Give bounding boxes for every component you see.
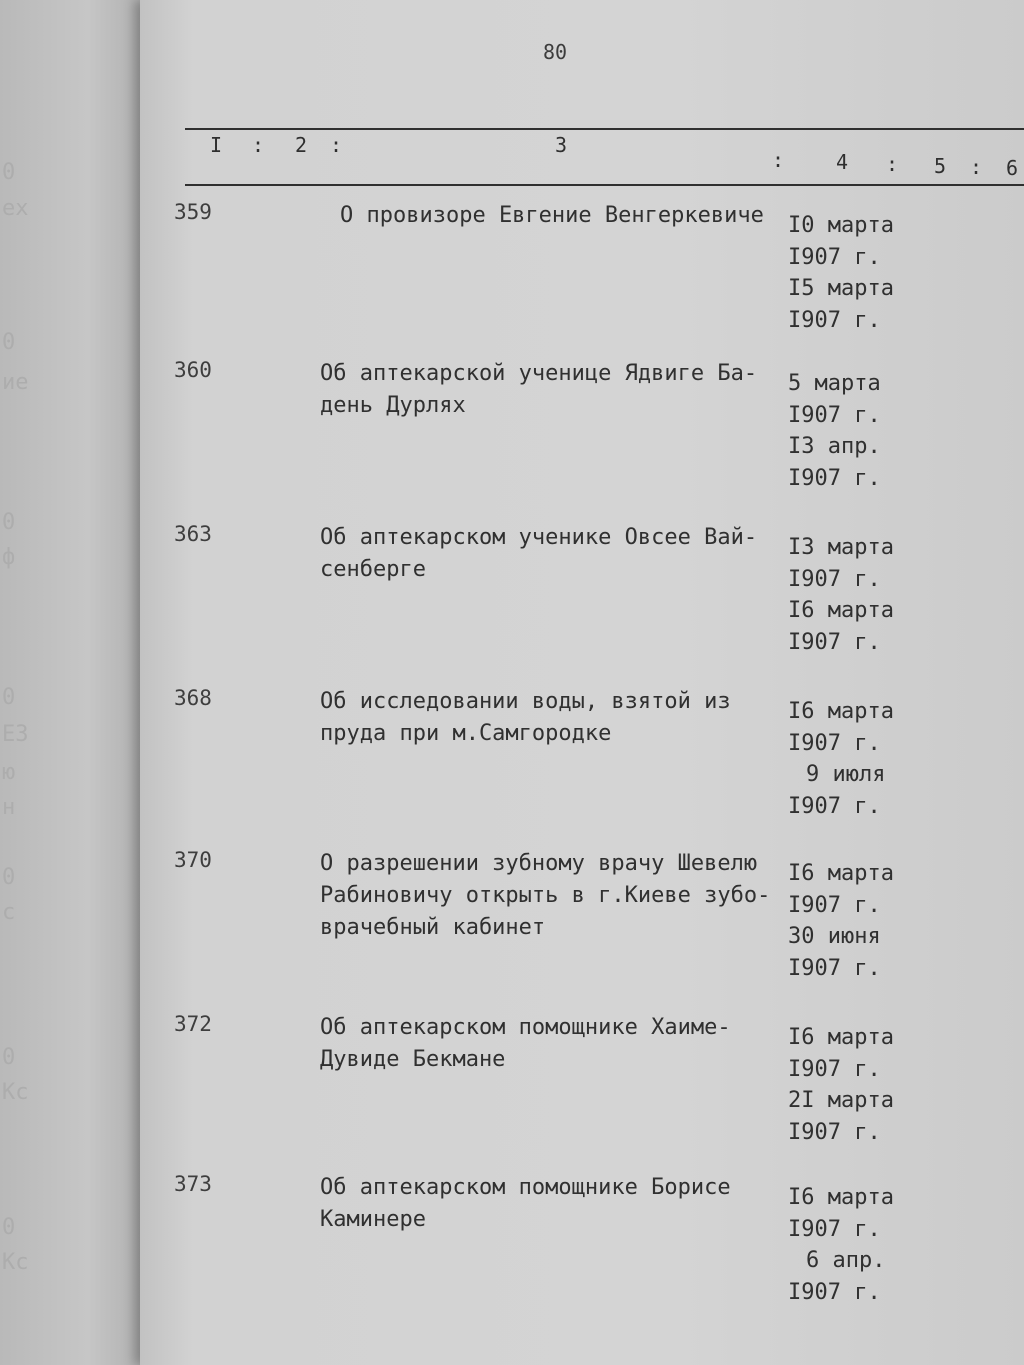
start-year: I907 г. bbox=[788, 566, 881, 592]
end-date: I3 апр. bbox=[788, 434, 881, 459]
entry-dates bbox=[788, 368, 918, 494]
ghost-text: Кс bbox=[2, 1080, 29, 1105]
header-rule-top bbox=[185, 128, 1024, 130]
entry-dates bbox=[788, 858, 918, 984]
start-date: I6 марта bbox=[788, 699, 894, 724]
column-separator: : bbox=[886, 152, 899, 176]
entry-number: 360 bbox=[174, 358, 212, 382]
page-number: 80 bbox=[543, 40, 568, 64]
column-header: 3 bbox=[555, 133, 568, 157]
start-date: I6 марта bbox=[788, 1185, 894, 1210]
start-date: I6 марта bbox=[788, 1025, 894, 1050]
document-page bbox=[140, 0, 1024, 1365]
column-header: 4 bbox=[836, 150, 849, 174]
entry-title: Об аптекарском помощнике Хаиме- Дувиде Бекмане bbox=[320, 1015, 731, 1072]
ghost-text: ex bbox=[2, 196, 29, 221]
entry-title: Об аптекарской ученице Ядвиге Ба- день Дурлях bbox=[320, 361, 758, 418]
start-year: I907 г. bbox=[788, 1056, 881, 1082]
end-date: 30 июня bbox=[788, 924, 881, 949]
start-year: I907 г. bbox=[788, 402, 881, 428]
entry-dates bbox=[788, 532, 918, 658]
ghost-text: 0 bbox=[2, 510, 16, 535]
entry-number: 370 bbox=[174, 848, 212, 872]
column-separator: : bbox=[970, 155, 983, 179]
ghost-text: 0 bbox=[2, 685, 16, 710]
ghost-text: 0 bbox=[2, 865, 16, 890]
ghost-text: Е3 bbox=[2, 722, 29, 747]
start-date: 5 марта bbox=[788, 371, 881, 396]
entry-number: 372 bbox=[174, 1012, 212, 1036]
end-date: 9 июля bbox=[806, 762, 886, 787]
column-separator: : bbox=[252, 133, 265, 157]
column-header: 5 bbox=[934, 154, 947, 178]
entry-title: Об аптекарском помощнике Борисе Каминере bbox=[320, 1175, 731, 1232]
ghost-text: 0 bbox=[2, 330, 16, 355]
entry-dates bbox=[788, 1182, 918, 1308]
entry-title: О провизоре Евгение Венгеркевиче bbox=[340, 203, 764, 228]
ghost-text: н bbox=[2, 795, 16, 820]
ghost-text: ф bbox=[2, 545, 16, 570]
entry-dates bbox=[788, 696, 918, 822]
entry-title: О разрешении зубному врачу Шевелю Рабиновичу открыть в г.Киеве зубо- врачебный кабинет bbox=[320, 851, 771, 940]
end-year: I907 г. bbox=[788, 955, 881, 981]
end-date: I5 марта bbox=[788, 276, 894, 301]
ghost-text: с bbox=[2, 900, 16, 925]
end-year: I907 г. bbox=[788, 629, 881, 655]
ghost-text: Кс bbox=[2, 1250, 29, 1275]
entry-number: 359 bbox=[174, 200, 212, 224]
end-year: I907 г. bbox=[788, 1279, 881, 1305]
entry-dates bbox=[788, 210, 918, 336]
ghost-text: ю bbox=[2, 760, 16, 785]
end-year: I907 г. bbox=[788, 1119, 881, 1145]
entry-title: Об исследовании воды, взятой из пруда при м.Самгородке bbox=[320, 689, 731, 746]
end-year: I907 г. bbox=[788, 307, 881, 333]
start-year: I907 г. bbox=[788, 892, 881, 918]
entry-title: Об аптекарском ученике Овсее Вай- сенберге bbox=[320, 525, 758, 582]
end-date: 6 апр. bbox=[806, 1248, 886, 1273]
ghost-text: 0 bbox=[2, 160, 16, 185]
column-header: 6 bbox=[1006, 156, 1019, 180]
column-separator: : bbox=[772, 148, 785, 172]
start-year: I907 г. bbox=[788, 1216, 881, 1242]
end-year: I907 г. bbox=[788, 793, 881, 819]
column-separator: : bbox=[330, 133, 343, 157]
column-header: I bbox=[210, 133, 223, 157]
end-date: 2I марта bbox=[788, 1088, 894, 1113]
start-year: I907 г. bbox=[788, 244, 881, 270]
end-year: I907 г. bbox=[788, 465, 881, 491]
ghost-text: 0 bbox=[2, 1045, 16, 1070]
ghost-text: ие bbox=[2, 370, 29, 395]
end-date: I6 марта bbox=[788, 598, 894, 623]
entry-number: 373 bbox=[174, 1172, 212, 1196]
start-date: I0 марта bbox=[788, 213, 894, 238]
left-page bbox=[0, 0, 160, 1365]
entry-number: 368 bbox=[174, 686, 212, 710]
entry-dates bbox=[788, 1022, 918, 1148]
column-header: 2 bbox=[295, 133, 308, 157]
entry-number: 363 bbox=[174, 522, 212, 546]
ghost-text: 0 bbox=[2, 1215, 16, 1240]
start-year: I907 г. bbox=[788, 730, 881, 756]
start-date: I3 марта bbox=[788, 535, 894, 560]
start-date: I6 марта bbox=[788, 861, 894, 886]
header-rule-bottom bbox=[185, 184, 1024, 186]
